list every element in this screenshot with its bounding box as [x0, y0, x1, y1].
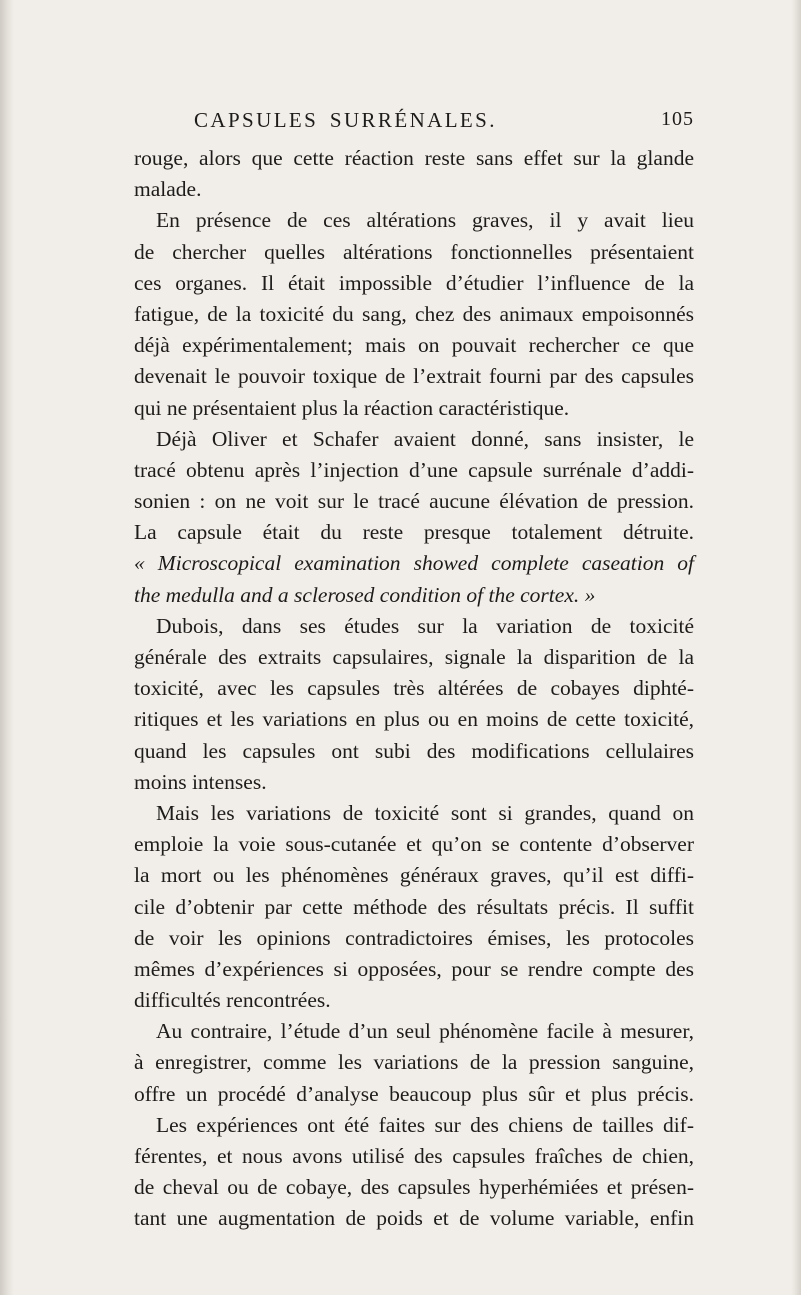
- text-line: ritiques et les variations en plus ou en moins de cette toxicité,: [134, 707, 694, 732]
- text-line: difficultés rencontrées.: [134, 988, 331, 1013]
- text-line: tant une augmentation de poids et de volume variable, enfin: [134, 1206, 694, 1231]
- text-line: moins intenses.: [134, 769, 267, 794]
- quoted-english-line: « Microscopical examination showed complete caseation of: [134, 551, 694, 576]
- text-line: sonien : on ne voit sur le tracé aucune élévation de pression.: [134, 489, 694, 514]
- running-head: CAPSULES SURRÉNALES.: [194, 108, 497, 132]
- text-line: fatigue, de la toxicité du sang, chez des animaux empoisonnés: [134, 301, 694, 326]
- text-line: ces organes. Il était impossible d’étudier l’influence de la: [134, 270, 694, 295]
- text-line: de chercher quelles altérations fonctionnelles présentaient: [134, 239, 694, 264]
- text-line: générale des extraits capsulaires, signale la disparition de la: [134, 645, 694, 669]
- page-left-edge: [0, 0, 14, 1295]
- text-line: devenait le pouvoir toxique de l’extrait fourni par des capsules: [134, 364, 694, 389]
- text-line: de cheval ou de cobaye, des capsules hyperhémiées et présen-: [134, 1175, 694, 1200]
- text-line: qui ne présentaient plus la réaction caractéristique.: [134, 395, 570, 420]
- text-line: toxicité, avec les capsules très altérées de cobayes diphté-: [134, 676, 694, 701]
- page-right-edge: [791, 0, 801, 1295]
- text-line: malade.: [134, 177, 202, 202]
- text-line: rouge, alors que cette réaction reste sans effet sur la glande: [134, 146, 694, 170]
- text-line: quand les capsules ont subi des modifications cellulaires: [134, 738, 694, 763]
- text-line: mêmes d’expériences si opposées, pour se rendre compte des: [134, 956, 694, 981]
- text-line: cile d’obtenir par cette méthode des résultats précis. Il suffit: [134, 894, 694, 919]
- text-line: Déjà Oliver et Schafer avaient donné, sans insister, le: [156, 426, 694, 451]
- text-line: Les expériences ont été faites sur des chiens de tailles dif-: [156, 1112, 694, 1137]
- text-line: emploie la voie sous-cutanée et qu’on se contente d’observer: [134, 832, 694, 857]
- text-line: offre un procédé d’analyse beaucoup plus sûr et plus précis.: [134, 1081, 694, 1106]
- quoted-english-line: the medulla and a sclerosed condition of the cortex. »: [134, 582, 596, 607]
- text-line: férentes, et nous avons utilisé des capsules fraîches de chien,: [134, 1144, 694, 1168]
- text-line: tracé obtenu après l’injection d’une capsule surrénale d’addi-: [134, 457, 694, 482]
- text-line: déjà expérimentalement; mais on pouvait rechercher ce que: [134, 333, 694, 358]
- text-line: La capsule était du reste presque totalement détruite.: [134, 520, 694, 545]
- text-line: En présence de ces altérations graves, il y avait lieu: [156, 208, 694, 233]
- text-line: de voir les opinions contradictoires émises, les protocoles: [134, 925, 694, 950]
- text-line: Dubois, dans ses études sur la variation de toxicité: [156, 613, 694, 638]
- text-line: Au contraire, l’étude d’un seul phénomène facile à mesurer,: [156, 1019, 694, 1044]
- page-header: [134, 108, 694, 138]
- page-number: 105: [661, 108, 694, 130]
- text-line: la mort ou les phénomènes généraux graves, qu’il est diffi-: [134, 863, 694, 888]
- text-line: Mais les variations de toxicité sont si grandes, quand on: [156, 800, 694, 825]
- body-text: [134, 143, 694, 1235]
- text-line: à enregistrer, comme les variations de la pression sanguine,: [134, 1050, 694, 1075]
